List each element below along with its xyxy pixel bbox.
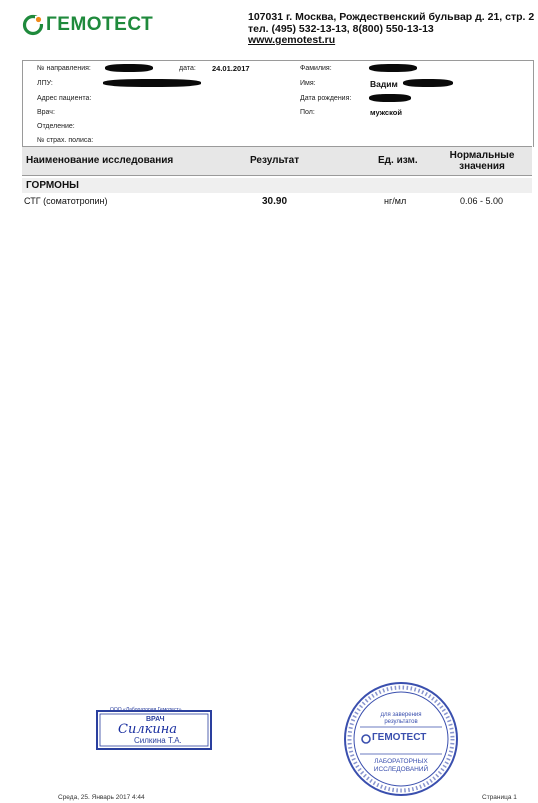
header-test-name: Наименование исследования — [26, 155, 174, 166]
redaction-mark — [103, 79, 201, 87]
date-value: 24.01.2017 — [212, 64, 250, 73]
redaction-mark — [369, 94, 411, 102]
lab-address — [248, 12, 534, 47]
test-name: СТГ (соматотропин) — [24, 196, 108, 206]
header-result: Результат — [250, 155, 300, 166]
lpu-label: ЛПУ: — [37, 80, 53, 87]
name-value: Вадим — [370, 79, 398, 89]
doctor-stamp — [96, 708, 212, 752]
footer-date: Среда, 25. Январь 2017 4:44 — [58, 794, 145, 801]
sex-label: Пол: — [300, 109, 315, 116]
patient-info-box — [22, 60, 534, 147]
section-header — [22, 178, 532, 193]
footer-page: Страница 1 — [482, 794, 517, 801]
patient-address-label: Адрес пациента: — [37, 95, 92, 102]
gemotest-logo — [22, 14, 153, 36]
table-row — [22, 196, 532, 208]
lab-stamp-bottom-2: ИССЛЕДОВАНИЙ — [373, 766, 429, 773]
doctor-signature: Силкина — [118, 722, 178, 737]
logo-mark-icon — [22, 14, 44, 36]
lab-stamp-bottom-1: ЛАБОРАТОРНЫХ — [374, 758, 428, 765]
doctor-label: Врач: — [37, 109, 55, 116]
address-line-1: 107031 г. Москва, Рождественский бульвар д. 21, стр. 2 — [248, 11, 535, 23]
doctor-stamp-org: ООО «Лаборатория Гемотест» — [110, 707, 182, 713]
laboratory-stamp — [342, 680, 460, 798]
birth-date-label: Дата рождения: — [300, 95, 352, 102]
website-link[interactable]: www.gemotest.ru — [248, 34, 336, 46]
header-normal-line2: значения — [459, 161, 505, 172]
referral-label: № направления: — [37, 65, 91, 72]
redaction-mark — [105, 64, 153, 72]
redaction-mark — [403, 79, 453, 87]
lab-stamp-top-text: для заверения результатов — [380, 712, 422, 725]
address-line-2: тел. (495) 532-13-13, 8(800) 550-13-13 — [248, 22, 434, 35]
department-label: Отделение: — [37, 123, 75, 130]
date-label: дата: — [179, 65, 196, 72]
test-result: 30.90 — [262, 196, 288, 207]
insurance-label: № страх. полиса: — [37, 137, 94, 144]
header-unit: Ед. изм. — [378, 155, 418, 166]
header-normal-line1: Нормальные — [449, 150, 515, 161]
doctor-stamp-title: ВРАЧ — [146, 716, 165, 723]
sex-value: мужской — [370, 108, 402, 117]
name-label: Имя: — [300, 80, 316, 87]
lab-stamp-brand: ГЕМОТЕСТ — [372, 732, 427, 743]
section-title: ГОРМОНЫ — [26, 180, 79, 191]
test-normal-range: 0.06 - 5.00 — [460, 196, 504, 206]
test-unit: нг/мл — [384, 196, 407, 206]
surname-label: Фамилия: — [300, 65, 332, 72]
doctor-stamp-name: Силкина Т.А. — [134, 736, 182, 745]
results-table-header — [22, 146, 532, 176]
logo-text: ГЕМОТЕСТ — [46, 14, 154, 35]
redaction-mark — [369, 64, 417, 72]
